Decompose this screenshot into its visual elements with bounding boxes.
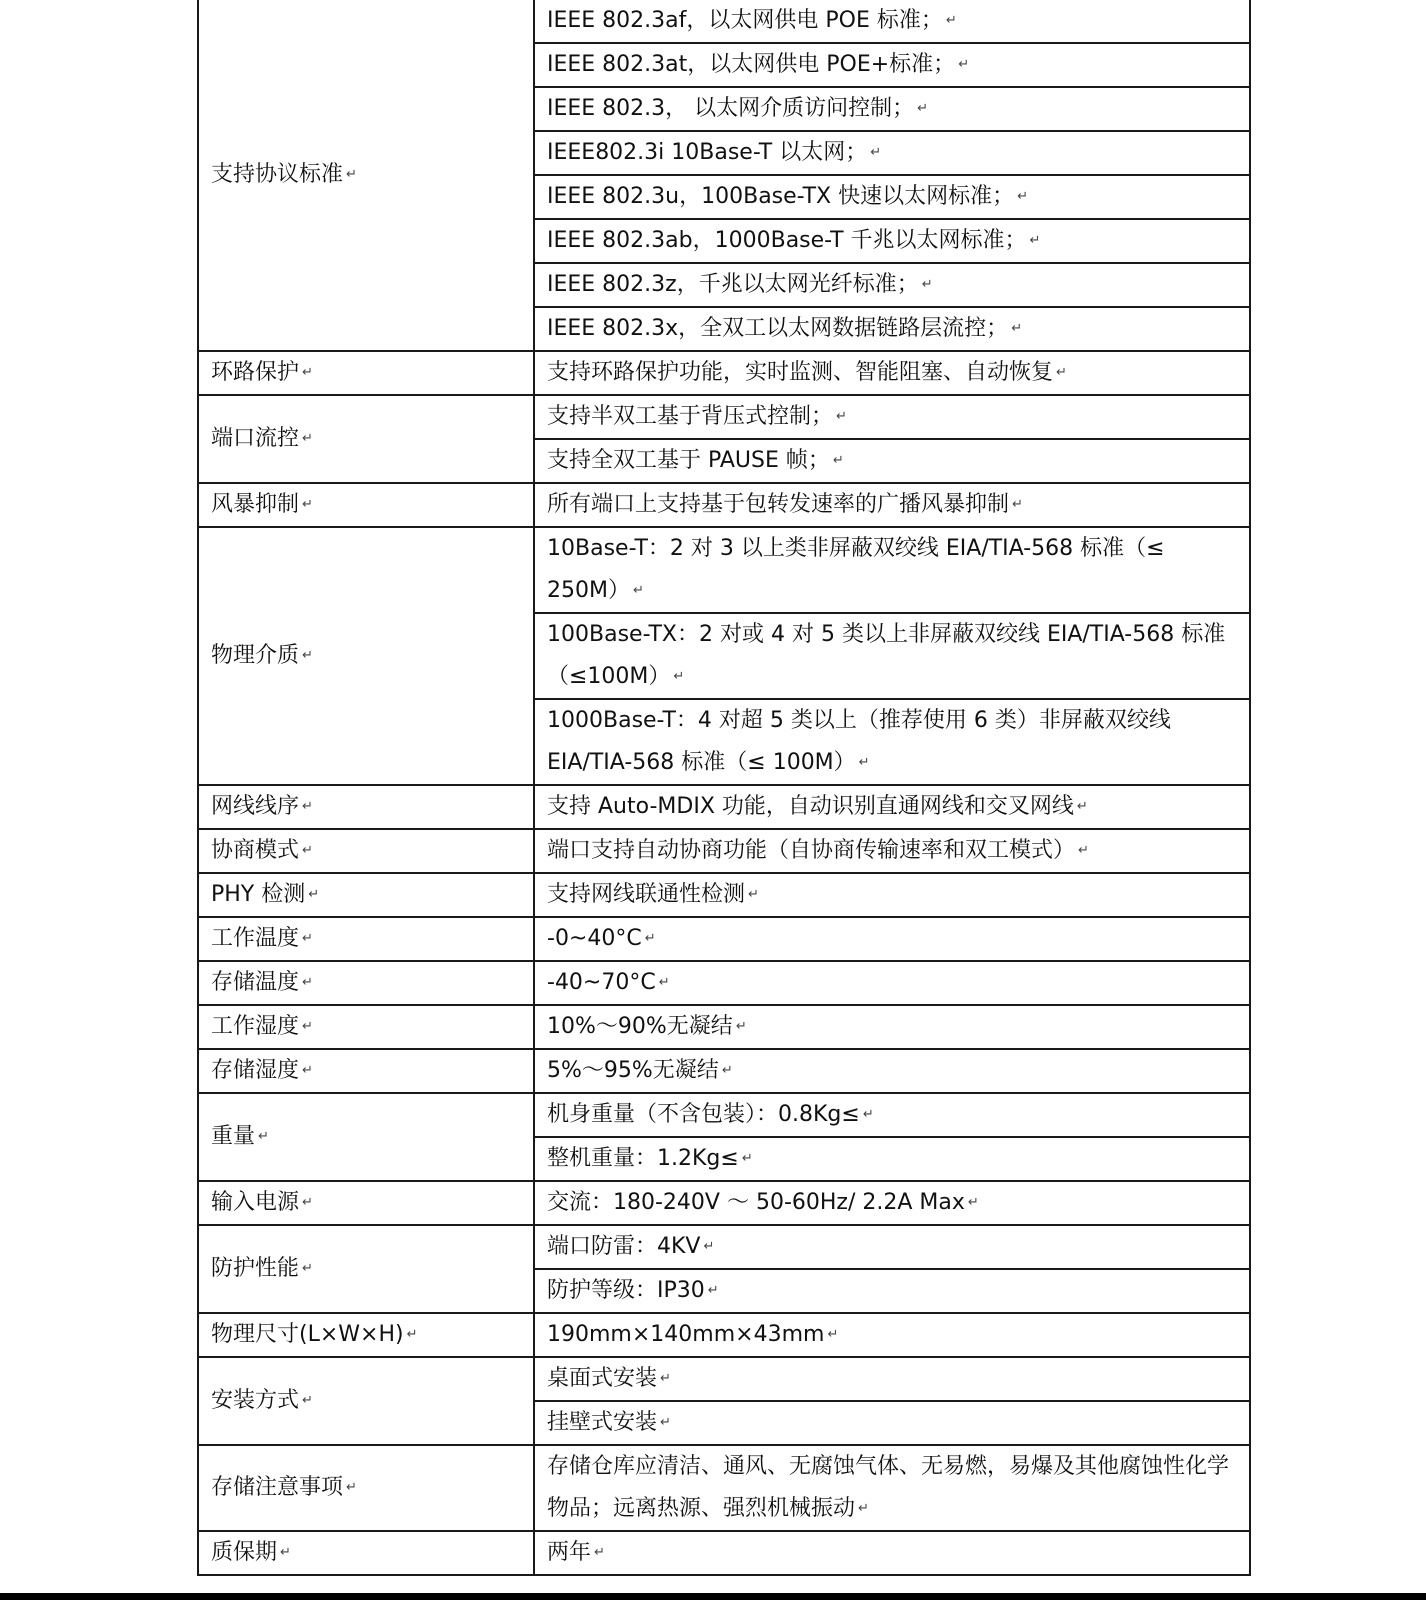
spec-key-cell: [198, 1225, 534, 1313]
spec-key-cell: [198, 395, 534, 483]
spec-value-cell: [534, 351, 1250, 395]
table-row: [198, 0, 1250, 43]
return-mark-icon: ↵: [302, 1195, 313, 1210]
table-row: [198, 917, 1250, 961]
return-mark-icon: ↵: [594, 1545, 605, 1560]
return-mark-icon: ↵: [945, 13, 957, 28]
spec-value-cell: [534, 1531, 1250, 1575]
spec-value-cell: [534, 961, 1250, 1005]
spec-key-cell: [198, 873, 534, 917]
return-mark-icon: ↵: [302, 975, 313, 990]
return-mark-icon: ↵: [827, 1327, 839, 1342]
table-row: [198, 527, 1250, 613]
spec-value-cell: [534, 917, 1250, 961]
spec-value-cell: [534, 1181, 1250, 1225]
return-mark-icon: ↵: [658, 975, 670, 990]
return-mark-icon: ↵: [302, 931, 313, 946]
return-mark-icon: ↵: [858, 1501, 869, 1516]
spec-key: 风暴抑制: [211, 492, 300, 517]
spec-value: 100Base-TX：2 对或 4 对 5 类以上非屏蔽双绞线 EIA/TIA-568 标准（≤100M）: [547, 622, 1226, 689]
spec-key: 存储注意事项: [211, 1475, 344, 1500]
spec-value: IEEE 802.3z，千兆以太网光纤标准；: [547, 272, 919, 297]
spec-value-cell: [534, 87, 1250, 131]
spec-value-cell: [534, 483, 1250, 527]
spec-value-cell: [534, 307, 1250, 351]
spec-key: 质保期: [211, 1540, 278, 1565]
spec-key-cell: [198, 1181, 534, 1225]
return-mark-icon: ↵: [302, 843, 313, 858]
spec-key-cell: [198, 829, 534, 873]
return-mark-icon: ↵: [258, 1129, 269, 1144]
spec-key: PHY 检测: [211, 882, 306, 907]
spec-key: 防护性能: [211, 1256, 300, 1281]
spec-key-cell: [198, 1357, 534, 1445]
spec-value-cell: [534, 1225, 1250, 1269]
return-mark-icon: ↵: [1012, 497, 1023, 512]
spec-value: 挂壁式安装: [547, 1410, 658, 1435]
spec-value-cell: [534, 829, 1250, 873]
spec-key: 支持协议标准: [211, 162, 344, 187]
spec-key: 物理尺寸(L×W×H): [211, 1322, 404, 1347]
bottom-bar: [0, 1593, 1426, 1600]
return-mark-icon: ↵: [917, 101, 929, 116]
spec-value-cell: [534, 219, 1250, 263]
spec-key-cell: [198, 351, 534, 395]
table-row: [198, 1445, 1250, 1531]
return-mark-icon: ↵: [707, 1283, 719, 1298]
table-row: [198, 1093, 1250, 1137]
spec-key-cell: [198, 483, 534, 527]
spec-value: 防护等级：IP30: [547, 1278, 705, 1303]
spec-value-cell: [534, 1269, 1250, 1313]
return-mark-icon: ↵: [673, 669, 685, 684]
spec-value-cell: [534, 873, 1250, 917]
return-mark-icon: ↵: [748, 887, 759, 902]
spec-value: 支持 Auto-MDIX 功能，自动识别直通网线和交叉网线: [547, 794, 1074, 819]
spec-value-cell: [534, 1093, 1250, 1137]
spec-value: 端口支持自动协商功能（自协商传输速率和双工模式）: [547, 838, 1076, 863]
spec-value-cell: [534, 131, 1250, 175]
spec-value-cell: [534, 395, 1250, 439]
return-mark-icon: ↵: [703, 1239, 715, 1254]
return-mark-icon: ↵: [862, 1107, 874, 1122]
spec-value: 整机重量：1.2Kg≤: [547, 1146, 739, 1171]
return-mark-icon: ↵: [644, 931, 656, 946]
return-mark-icon: ↵: [308, 887, 320, 902]
spec-value: 端口防雷：4KV: [547, 1234, 701, 1259]
spec-key: 重量: [211, 1124, 256, 1149]
spec-value: IEEE 802.3af，以太网供电 POE 标准；: [547, 8, 943, 33]
spec-key: 协商模式: [211, 838, 300, 863]
spec-key-cell: [198, 785, 534, 829]
return-mark-icon: ↵: [302, 1063, 313, 1078]
spec-key-cell: [198, 0, 534, 351]
spec-value: 10Base-T：2 对 3 以上类非屏蔽双绞线 EIA/TIA-568 标准（≤ 250M）: [547, 536, 1165, 603]
return-mark-icon: ↵: [958, 57, 970, 72]
table-row: [198, 829, 1250, 873]
table-row: [198, 1357, 1250, 1401]
spec-key-cell: [198, 1445, 534, 1531]
spec-value-cell: [534, 785, 1250, 829]
table-row: [198, 961, 1250, 1005]
spec-value: 存储仓库应清洁、通风、无腐蚀气体、无易燃，易爆及其他腐蚀性化学物品；远离热源、强烈机械振动: [547, 1454, 1230, 1521]
spec-table-body: [198, 0, 1250, 1575]
spec-value-cell: [534, 1445, 1250, 1531]
return-mark-icon: ↵: [836, 409, 847, 424]
spec-value: 190mm×140mm×43mm: [547, 1322, 825, 1347]
spec-key: 存储湿度: [211, 1058, 300, 1083]
spec-key-cell: [198, 1313, 534, 1357]
spec-key: 工作温度: [211, 926, 300, 951]
spec-key-cell: [198, 1093, 534, 1181]
table-row: [198, 1049, 1250, 1093]
return-mark-icon: ↵: [832, 453, 844, 468]
return-mark-icon: ↵: [302, 497, 313, 512]
spec-value-cell: [534, 613, 1250, 699]
spec-value-cell: [534, 1049, 1250, 1093]
spec-key: 网线线序: [211, 794, 300, 819]
spec-value: IEEE802.3i 10Base-T 以太网；: [547, 140, 868, 165]
spec-key-cell: [198, 1531, 534, 1575]
spec-key: 存储温度: [211, 970, 300, 995]
return-mark-icon: ↵: [921, 277, 933, 292]
table-row: [198, 1313, 1250, 1357]
spec-value: 两年: [547, 1540, 592, 1565]
spec-value: 1000Base-T：4 对超 5 类以上（推荐使用 6 类）非屏蔽双绞线 EIA/TIA-568 标准（≤ 100M）: [547, 708, 1171, 775]
table-row: [198, 351, 1250, 395]
return-mark-icon: ↵: [302, 1019, 313, 1034]
spec-key: 物理介质: [211, 643, 300, 668]
spec-key-cell: [198, 1049, 534, 1093]
table-row: [198, 873, 1250, 917]
return-mark-icon: ↵: [1011, 321, 1023, 336]
spec-value: IEEE 802.3u，100Base-TX 快速以太网标准；: [547, 184, 1015, 209]
spec-value: IEEE 802.3ab，1000Base-T 千兆以太网标准；: [547, 228, 1027, 253]
spec-value-cell: [534, 1313, 1250, 1357]
return-mark-icon: ↵: [1029, 233, 1041, 248]
return-mark-icon: ↵: [870, 145, 882, 160]
return-mark-icon: ↵: [660, 1415, 671, 1430]
spec-key: 安装方式: [211, 1388, 300, 1413]
spec-key-cell: [198, 527, 534, 785]
table-row: [198, 483, 1250, 527]
return-mark-icon: ↵: [721, 1063, 733, 1078]
return-mark-icon: ↵: [967, 1195, 979, 1210]
table-row: [198, 1005, 1250, 1049]
spec-value: 支持环路保护功能，实时监测、智能阻塞、自动恢复: [547, 360, 1054, 385]
return-mark-icon: ↵: [302, 365, 313, 380]
spec-value: 支持网线联通性检测: [547, 882, 746, 907]
spec-value-cell: [534, 527, 1250, 613]
spec-value: 支持全双工基于 PAUSE 帧；: [547, 448, 830, 473]
table-row: [198, 395, 1250, 439]
spec-value: 所有端口上支持基于包转发速率的广播风暴抑制: [547, 492, 1010, 517]
spec-value-cell: [534, 1401, 1250, 1445]
spec-key: 环路保护: [211, 360, 300, 385]
spec-value-cell: [534, 263, 1250, 307]
spec-value-cell: [534, 43, 1250, 87]
return-mark-icon: ↵: [346, 167, 357, 182]
spec-value-cell: [534, 1137, 1250, 1181]
return-mark-icon: ↵: [346, 1480, 357, 1495]
spec-value-cell: [534, 175, 1250, 219]
spec-value: -40~70°C: [547, 970, 656, 995]
spec-value: 5%～95%无凝结: [547, 1058, 719, 1083]
return-mark-icon: ↵: [302, 431, 313, 446]
return-mark-icon: ↵: [302, 648, 313, 663]
spec-value-cell: [534, 699, 1250, 785]
return-mark-icon: ↵: [1017, 189, 1028, 204]
spec-key: 端口流控: [211, 426, 300, 451]
table-row: [198, 785, 1250, 829]
spec-key: 工作湿度: [211, 1014, 300, 1039]
return-mark-icon: ↵: [735, 1019, 747, 1034]
return-mark-icon: ↵: [302, 1261, 313, 1276]
spec-key-cell: [198, 961, 534, 1005]
spec-value: IEEE 802.3x，全双工以太网数据链路层流控；: [547, 316, 1009, 341]
return-mark-icon: ↵: [280, 1545, 291, 1560]
spec-value-cell: [534, 439, 1250, 483]
return-mark-icon: ↵: [632, 583, 644, 598]
return-mark-icon: ↵: [1076, 799, 1088, 814]
table-row: [198, 1181, 1250, 1225]
spec-value: 支持半双工基于背压式控制；: [547, 404, 834, 429]
spec-key-cell: [198, 1005, 534, 1049]
spec-value: 机身重量（不含包装）：0.8Kg≤: [547, 1102, 860, 1127]
spec-key-cell: [198, 917, 534, 961]
table-row: [198, 1225, 1250, 1269]
table-row: [198, 1531, 1250, 1575]
spec-value: 10%～90%无凝结: [547, 1014, 733, 1039]
spec-value-cell: [534, 1357, 1250, 1401]
spec-table: [197, 0, 1251, 1576]
return-mark-icon: ↵: [858, 755, 870, 770]
spec-value: IEEE 802.3at，以太网供电 POE+标准；: [547, 52, 956, 77]
spec-value: IEEE 802.3， 以太网介质访问控制；: [547, 96, 915, 121]
spec-value: 桌面式安装: [547, 1366, 658, 1391]
return-mark-icon: ↵: [302, 799, 313, 814]
spec-value: -0~40°C: [547, 926, 642, 951]
spec-value-cell: [534, 1005, 1250, 1049]
return-mark-icon: ↵: [741, 1151, 753, 1166]
return-mark-icon: ↵: [660, 1371, 671, 1386]
return-mark-icon: ↵: [302, 1393, 313, 1408]
return-mark-icon: ↵: [406, 1327, 418, 1342]
spec-value: 交流：180-240V ～ 50-60Hz/ 2.2A Max: [547, 1190, 965, 1215]
return-mark-icon: ↵: [1078, 843, 1089, 858]
return-mark-icon: ↵: [1056, 365, 1067, 380]
spec-key: 输入电源: [211, 1190, 300, 1215]
spec-value-cell: [534, 0, 1250, 43]
